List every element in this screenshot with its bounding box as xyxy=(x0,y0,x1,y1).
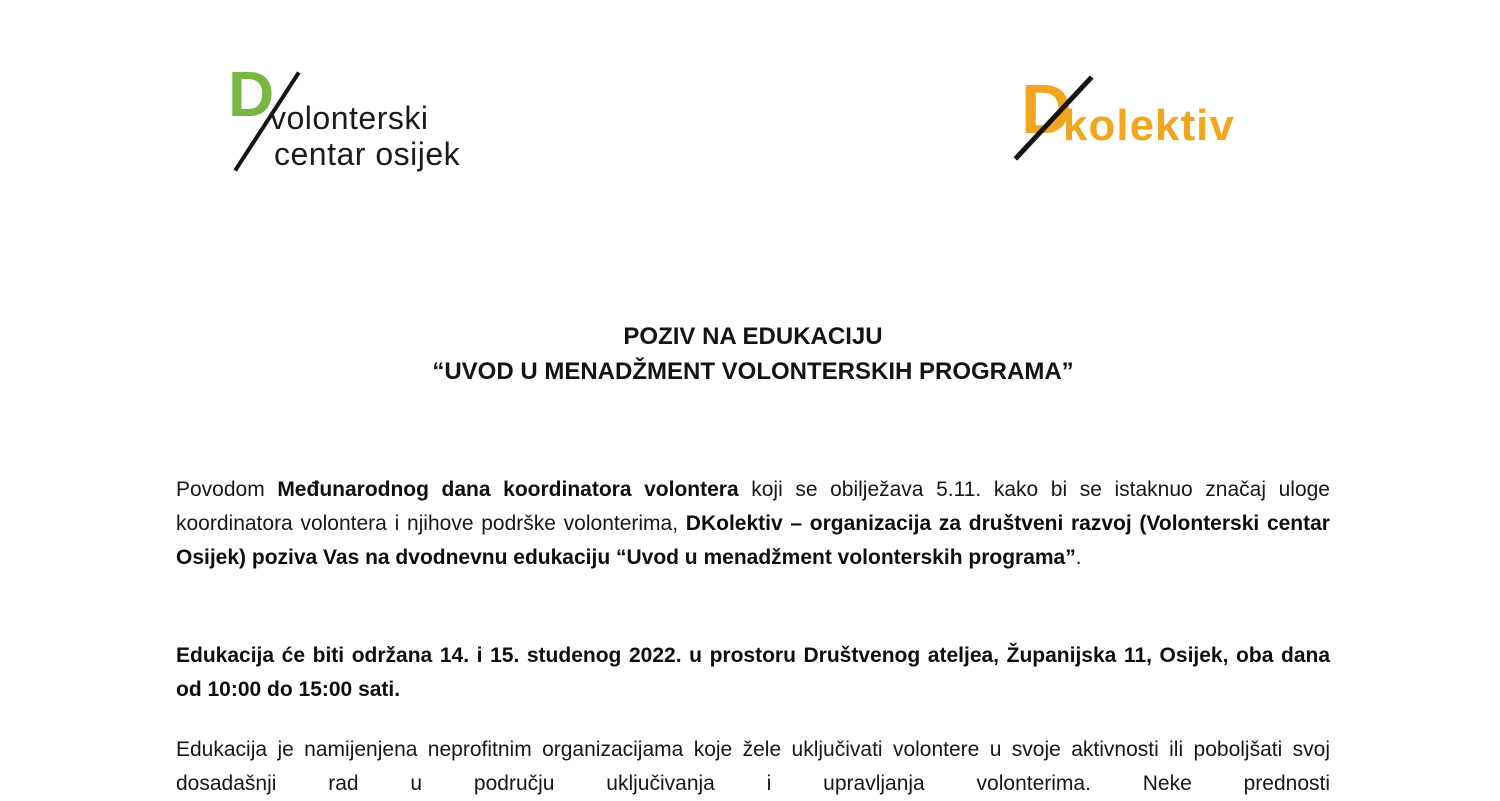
paragraph-intro xyxy=(176,473,1330,575)
vco-logo-line1: volonterski xyxy=(270,100,429,136)
vco-logo-line2: centar osijek xyxy=(274,136,461,172)
document-title-line2: “UVOD U MENADŽMENT VOLONTERSKIH PROGRAMA” xyxy=(432,358,1074,385)
document-title-line1: POZIV NA EDUKACIJU xyxy=(623,323,883,350)
intro-text: Povodom xyxy=(176,478,278,501)
intro-bold-occasion: Međunarodnog dana koordinatora volontera xyxy=(277,478,739,501)
paragraph-date-location: Edukacija će biti održana 14. i 15. studenog 2022. u prostoru Društvenog ateljea, Županijska 11, Osijek, oba dana od 10:00 do 15:00 sati. xyxy=(176,644,1330,701)
dkolektiv-logo-wordmark: kolektiv xyxy=(1063,101,1235,150)
intro-text-mid: koji se obilježava 5.11. kako bi se istaknuo značaj uloge koordinatora volontera i njihove podrške volonterima, xyxy=(176,478,1330,535)
document-content xyxy=(176,0,1330,795)
document-title xyxy=(176,319,1330,389)
dkolektiv-logo-d-letter: D xyxy=(1021,70,1072,148)
paragraph-audience: Edukacija je namijenjena neprofitnim organizacijama koje žele uključivati volontere u svoje aktivnosti ili poboljšati svoj dosadašnji rad u području uključivanja i upravljanja volonterima. Neke prednosti xyxy=(176,738,1330,795)
vco-logo-d-letter: D xyxy=(228,58,275,130)
intro-text-end: . xyxy=(1075,546,1082,569)
intro-bold-organizer: DKolektiv – organizacija za društveni razvoj (Volonterski centar Osijek) poziva Vas na dvodnevnu edukaciju “Uvod u menadžment volonterskih programa” xyxy=(176,512,1330,569)
